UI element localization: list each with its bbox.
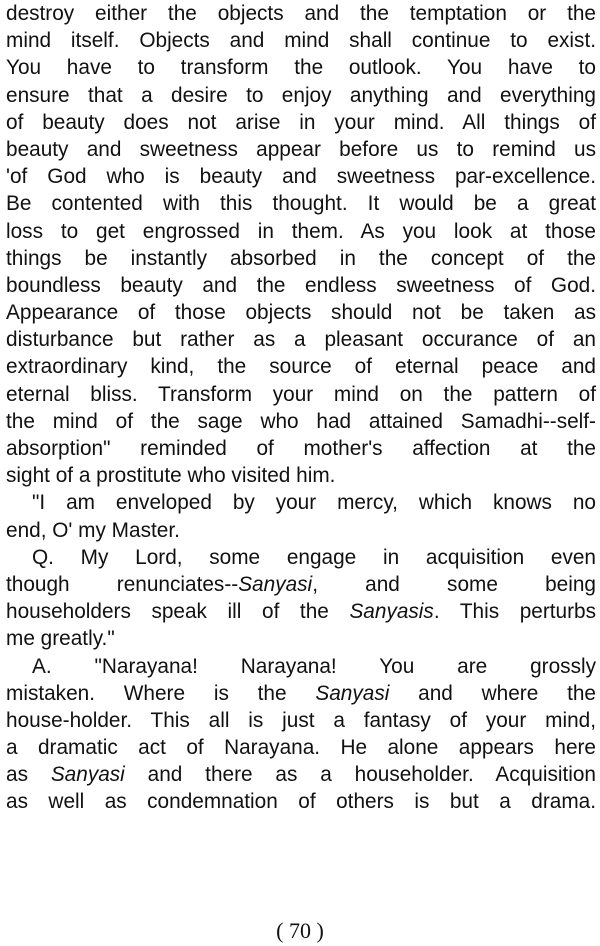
text-line: eternal bliss. Transform your mind on the pattern of xyxy=(6,382,596,406)
text-run: , and some being xyxy=(312,572,596,596)
italic-term: Sanyasi xyxy=(315,681,390,705)
text-run: as xyxy=(6,763,51,787)
italic-term: Sanyasi xyxy=(238,572,313,596)
answer-line xyxy=(6,653,596,680)
text-line: Appearance of those objects should not be taken as xyxy=(6,301,596,325)
text-line: 'of God who is beauty and sweetness par-excellence. xyxy=(6,165,596,189)
italic-term: Sanyasi xyxy=(50,763,125,787)
text-line: absorption" reminded of mother's affection at the xyxy=(6,437,596,460)
text-run: mistaken. Where is the xyxy=(6,681,316,705)
answer-line xyxy=(6,788,596,815)
question-line xyxy=(6,544,596,571)
text-run: householders speak ill of the xyxy=(6,600,350,624)
text-line: of beauty does not arise in your mind. All things of xyxy=(6,110,596,134)
text-run: and where the xyxy=(389,681,596,705)
answer-line xyxy=(6,707,596,734)
text-run: as well as condemnation of others is but a drama. xyxy=(6,790,596,814)
question-line xyxy=(6,571,596,598)
text-run: A. "Narayana! Narayana! You are grossly xyxy=(32,654,596,678)
text-run: though renunciates-- xyxy=(6,572,239,596)
text-line: boundless beauty and the endless sweetness of God. xyxy=(6,273,596,297)
text-run: house-holder. This all is just a fantasy of your mind, xyxy=(6,708,596,732)
text-line: mind itself. Objects and mind shall continue to exist. xyxy=(6,29,596,53)
page-number: ( 70 ) xyxy=(276,918,324,943)
text-run: a dramatic act of Narayana. He alone appears here xyxy=(6,736,596,760)
text-line: Be contented with this thought. It would be a great xyxy=(6,192,596,216)
text-line: extraordinary kind, the source of eternal peace and xyxy=(6,355,596,379)
text-line: loss to get engrossed in them. As you look at those xyxy=(6,219,596,243)
question-line xyxy=(6,625,596,652)
text-run: me greatly." xyxy=(6,627,115,651)
answer-line xyxy=(6,761,596,788)
text-run: Q. My Lord, some engage in acquisition even xyxy=(32,545,596,569)
question-line xyxy=(6,598,596,625)
text-run: . This perturbs xyxy=(433,600,596,624)
text-line: things be instantly absorbed in the concept of the xyxy=(6,246,596,270)
text-line: end, O' my Master. xyxy=(6,518,180,542)
italic-term: Sanyasis xyxy=(349,600,434,624)
text-line: disturbance but rather as a pleasant occurance of an xyxy=(6,328,596,352)
text-line: beauty and sweetness appear before us to remind us xyxy=(6,137,596,161)
text-line: the mind of the sage who had attained Samadhi--self- xyxy=(6,409,596,433)
text-line: ensure that a desire to enjoy anything and everything xyxy=(6,83,596,107)
answer-line xyxy=(6,734,596,761)
text-line: destroy either the objects and the temptation or the xyxy=(6,2,596,25)
text-line: sight of a prostitute who visited him. xyxy=(6,464,336,488)
text-run: and there as a householder. Acquisition xyxy=(124,763,596,787)
answer-line xyxy=(6,680,596,707)
text-line: "I am enveloped by your mercy, which knows no xyxy=(32,491,596,515)
text-line: You have to transform the outlook. You have to xyxy=(6,56,596,80)
body-text xyxy=(6,0,596,816)
